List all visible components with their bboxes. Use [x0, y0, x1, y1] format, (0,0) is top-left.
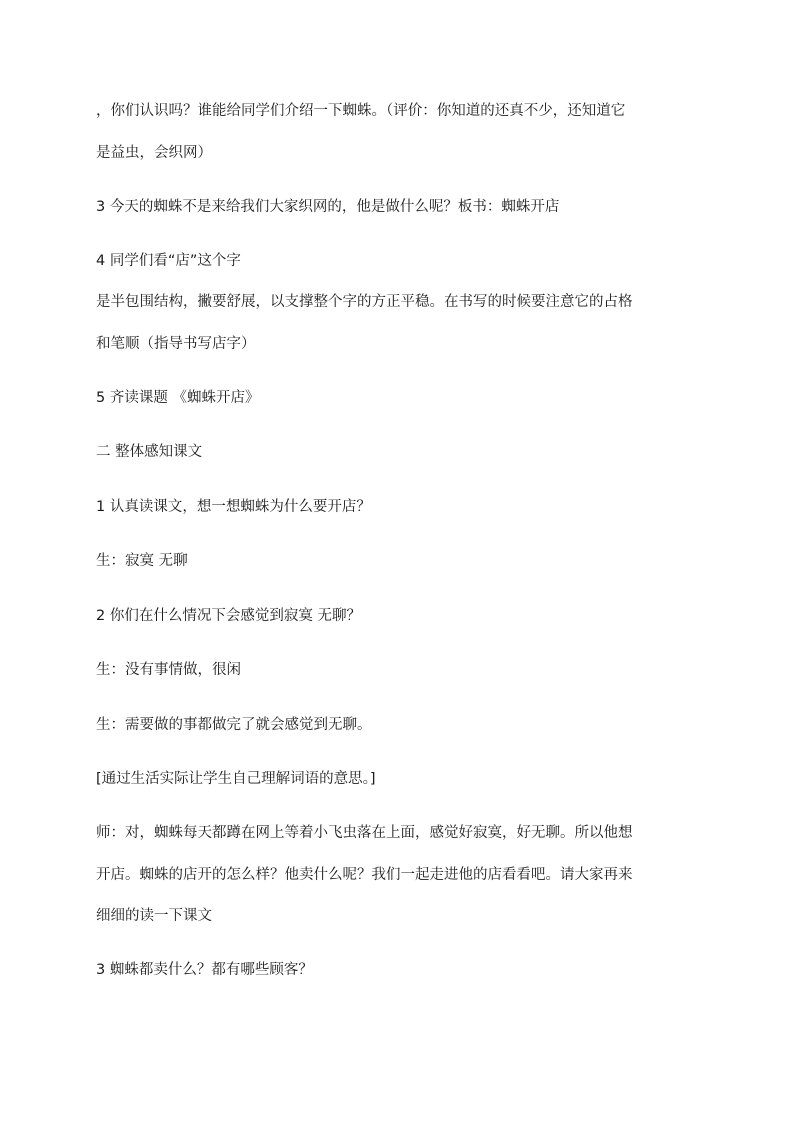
text-line-3: 3 今天的蜘蛛不是来给我们大家织网的，他是做什么呢？板书：蜘蛛开店 [96, 199, 560, 215]
text-line-4: 4 同学们看“店”这个字 [96, 253, 241, 269]
text-line-18: 3 蜘蛛都卖什么？都有哪些顾客？ [96, 962, 313, 978]
text-line-10: 生：寂寞 无聊 [96, 553, 188, 569]
text-line-14: [通过生活实际让学生自己理解词语的意思。] [96, 771, 376, 787]
text-line-9: 1 认真读课文，想一想蜘蛛为什么要开店？ [96, 499, 371, 515]
text-line-17: 细细的读一下课文 [96, 908, 212, 924]
text-line-6: 和笔顺（指导书写店字） [96, 336, 256, 352]
text-line-7: 5 齐读课题 《蜘蛛开店》 [96, 390, 260, 406]
text-line-12: 生：没有事情做，很闲 [96, 662, 241, 678]
text-line-11: 2 你们在什么情况下会感觉到寂寞 无聊？ [96, 608, 361, 624]
text-line-8: 二 整体感知课文 [96, 444, 203, 460]
text-line-1: ，你们认识吗？谁能给同学们介绍一下蜘蛛。（评价：你知道的还真不少，还知道它 [96, 103, 626, 119]
text-line-13: 生：需要做的事都做完了就会感觉到无聊。 [96, 717, 372, 733]
text-line-2: 是益虫，会织网） [96, 145, 212, 161]
text-line-5: 是半包围结构，撇要舒展，以支撑整个字的方正平稳。在书写的时候要注意它的占格 [96, 294, 633, 310]
text-line-15: 师：对，蜘蛛每天都蹲在网上等着小飞虫落在上面，感觉好寂寞，好无聊。所以他想 [96, 825, 633, 841]
text-line-16: 开店。蜘蛛的店开的怎么样？他卖什么呢？我们一起走进他的店看看吧。请大家再来 [96, 867, 633, 883]
